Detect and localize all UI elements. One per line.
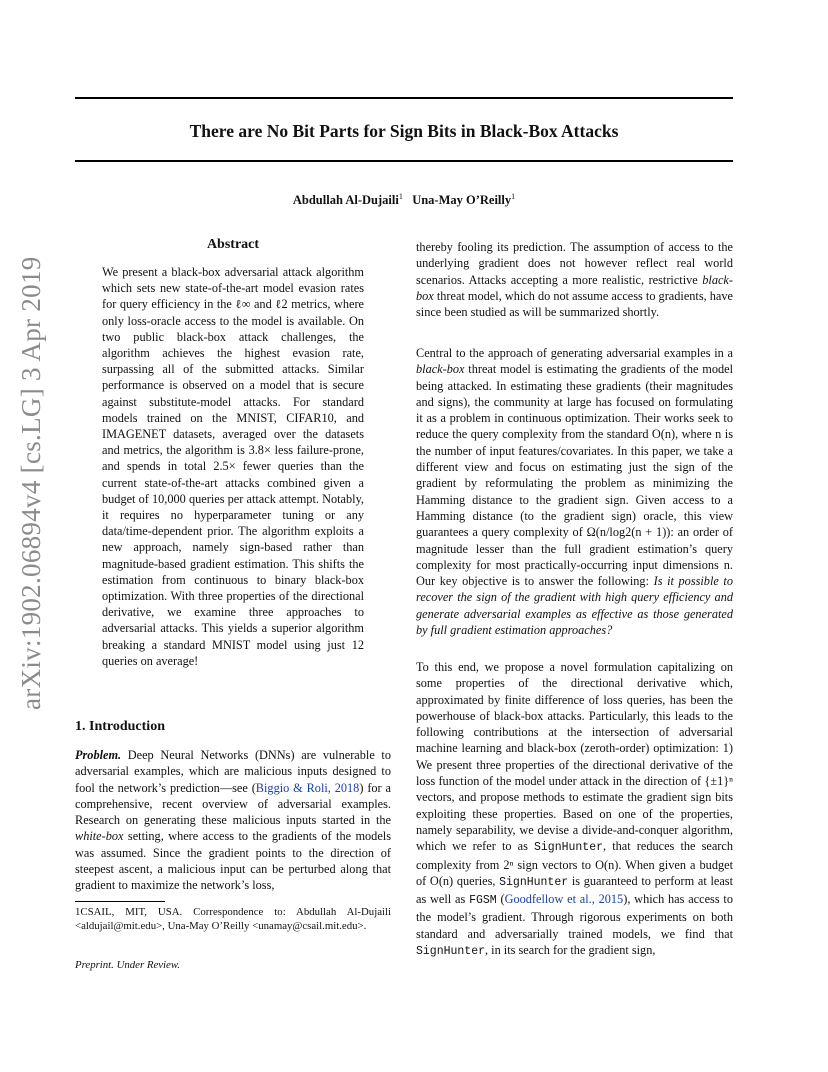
paragraph-text: , in its search for the gradient sign,	[485, 943, 656, 958]
paragraph-text: Deep Neural Networks (DNNs) are vulnerable to adversarial examples, which are malicious inputs designed to fool the network’s prediction—see (	[75, 748, 391, 795]
body-paragraph	[416, 239, 733, 320]
body-paragraph	[416, 345, 733, 638]
paragraph-text: threat model, which do not assume access to gradients, have since been studied as will be summarized shortly.	[416, 288, 733, 320]
paragraph-lead: Problem.	[75, 748, 122, 762]
paragraph-text: thereby fooling its prediction. The assumption of access to the underlying gradient does not however reflect real world scenarios. Attacks accepting a more realistic, restrictive	[416, 240, 733, 287]
intro-paragraph	[75, 747, 391, 894]
paragraph-text: threat model is estimating the gradients of the model being attacked. In estimating these gradients (their magnitudes and signs), the community at large has focused on formulating it as a problem in continuous optimization. Their works seek to reduce the query complexity from the standard O(n), where n is the number of input features/covariates. In this paper, we take a different view and focus on estimating just the sign of the gradient by reformulating the problem as minimizing the Hamming distance to the gradient sign. Given access to a Hamming distance (to the gradient sign) oracle, this view guarantees a query complexity of Ω(n/log2(n + 1)): an order of magnitude lesser than the full gradient estimation’s query complexity for most practically-occurring input dimensions n. Our key objective is to answer the following:	[416, 362, 733, 589]
abstract-text: We present a black-box adversarial attack algorithm which sets new state-of-the-art model evasion rates for query efficiency in the ℓ∞ and ℓ2 metrics, where only loss-oracle access to the model is available. On two public black-box attack challenges, the algorithm achieves the highest evasion rate, surpassing all of the submitted attacks. Similar performance is observed on a model that is secure against substitute-model attacks. For standard models trained on the MNIST, CIFAR10, and IMAGENET datasets, averaged over the datasets and metrics, the algorithm is 3.8× less failure-prone, and spends in total 2.5× fewer queries than the current state-of-the-art attacks combined given a budget of 10,000 queries per attack attempt. Notably, it requires no hyperparameter tuning or any data/time-dependent prior. The algorithm exploits a new approach, namely sign-based rather than magnitude-based gradient estimation. This shifts the estimation from continuous to binary black-box optimization. With three properties of the directional derivative, we examine three approaches to adversarial attacks. This yields a superior algorithm breaking a standard MNIST model using just 12 queries on average!	[102, 265, 364, 668]
algorithm-name: SignHunter	[499, 875, 569, 889]
top-rule	[75, 97, 733, 99]
paragraph-text: Central to the approach of generating adversarial examples in a	[416, 346, 733, 360]
emphasis-text: black-box	[416, 362, 465, 377]
emphasis-text: white-box	[75, 829, 124, 844]
paragraph-text: To this end, we propose a novel formulation capitalizing on some properties of the directional derivative which, approximated by finite difference of loss queries, has been the powerhouse of black-box attacks. Particularly, this leads to the following contributions at the intersection of adversarial machine learning and black-box (zeroth-order) optimization: 1) We present three properties of the directional derivative of the loss function of the model under attack in the direction of {±1}ⁿ vectors, and propose methods to estimate the gradient sign bits exploiting these properties. Based on one of the properties, namely separability, we devise a divide-and-conquer algorithm, which we refer to as	[416, 660, 733, 854]
abstract-heading: Abstract	[206, 237, 260, 252]
citation-link[interactable]: Goodfellow et al., 2015	[504, 892, 624, 907]
body-paragraph: To this end, we propose a novel formulation capitalizing on some properties of the directional derivative which, approximated by finite difference of loss queries, has been the powerhouse of black-box attacks. Particularly, this leads to the following contributions at the intersection of adversarial machine learning and black-box (zeroth-order) optimization: 1) We present three properties of the directional derivative of the loss function of the model under attack in the direction of {±1}ⁿ vectors, and propose methods to estimate the gradient sign bits exploiting these properties. Based on one of the properties, namely separability, we devise a divide-and-conquer algorithm, which we refer to as SignHunter, that reduces the search complexity from 2ⁿ sign vectors to O(n). When given a budget of O(n) queries, SignHunter is guaranteed to perform at least as well as FGSM (Goodfellow et al., 2015), which has access to the model’s gradient. Through rigorous experiments on both standard and adversarially trained models, we find that SignHunter, in its search for the gradient sign,	[416, 660, 733, 959]
paragraph-text: is guaranteed to perform at least as well as	[416, 873, 733, 907]
paragraph-text: , that reduces the search complexity from 2ⁿ sign vectors to O(n). When given a budget of O(n) queries,	[416, 839, 733, 888]
citation-link[interactable]: Biggio & Roli, 2018	[255, 780, 360, 795]
author-list	[75, 192, 733, 208]
author-name: Una-May O’Reilly	[412, 193, 512, 208]
section-heading: 1. Introduction	[75, 719, 165, 734]
paragraph-text: ), which has access to the model’s gradient. Through rigorous experiments on both standard and adversarially trained models, we find that	[416, 892, 733, 941]
footnote: 1CSAIL, MIT, USA. Correspondence to: Abdullah Al-Dujaili <aldujail@mit.edu>, Una-May O’Reilly <unamay@csail.mit.edu>.	[75, 906, 391, 932]
footnote-rule	[75, 901, 165, 902]
paper-title: There are No Bit Parts for Sign Bits in Black-Box Attacks	[189, 121, 619, 141]
author-affil: 1	[398, 192, 403, 201]
algorithm-name: FGSM	[469, 894, 497, 908]
emphasis-text: black-box	[416, 272, 733, 303]
paragraph-text: ) for a comprehensive, recent overview of adversarial examples. Research on generating these malicious inputs started in the	[75, 780, 391, 828]
algorithm-name: SignHunter	[416, 945, 486, 959]
paragraph-text: setting, where access to the gradients of the models was assumed. Since the gradient points to the direction of steepest ascent, a malicious input can be perturbed along that gradient to maximize the network’s loss,	[75, 829, 391, 893]
author-name: Abdullah Al-Dujaili	[292, 193, 399, 208]
arxiv-identifier: arXiv:1902.06894v4 [cs.LG] 3 Apr 2019	[16, 256, 46, 710]
title-bottom-rule	[75, 160, 733, 162]
algorithm-name: SignHunter	[534, 841, 604, 855]
key-question: Is it possible to recover the sign of the gradient with high query efficiency and generate adversarial examples as effective as those generated by full gradient estimation approaches?	[416, 574, 733, 638]
preprint-note: Preprint. Under Review.	[75, 959, 180, 971]
author-affil: 1	[511, 192, 516, 201]
